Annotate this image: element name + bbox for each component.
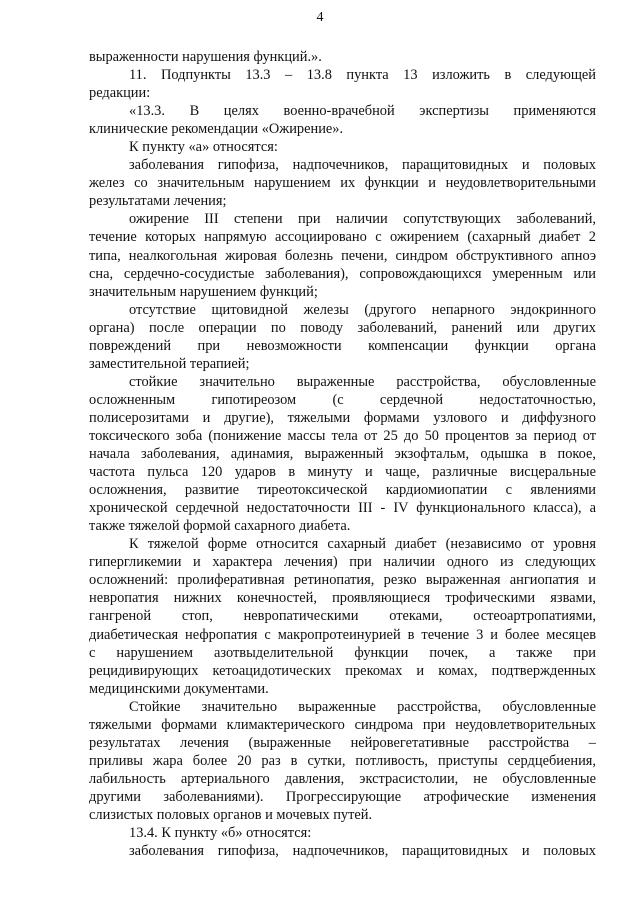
document-body [89,48,596,860]
text-line: Стойкие значительно выраженные расстройства, обусловленные [129,698,596,715]
text-line: 13.4. К пункту «б» относятся: [129,825,312,842]
text-line: гипергликемии и характера лечения) при наличии одного из следующих [89,554,596,571]
text-line: слизистых половых органов и мочевых путей. [89,806,373,823]
text-line: К пункту «а» относятся: [129,139,278,156]
text-line: отсутствие щитовидной железы (другого непарного эндокринного [129,301,596,318]
text-line: заболевания гипофиза, надпочечников, паращитовидных и половых [129,843,596,860]
text-line: течение которых напрямую ассоциировано с ожирением (сахарный диабет 2 [89,229,596,246]
text-line: другими заболеваниями). Прогрессирующие атрофические изменения [89,788,596,805]
text-line: клинические рекомендации «Ожирение». [89,121,344,138]
text-line: тяжелыми формами климактерического синдрома при неудовлетворительных [89,716,596,733]
text-line: хронической сердечной недостаточности III - IV функционального класса), а [89,500,596,517]
text-line: заболевания гипофиза, надпочечников, паращитовидных и половых [129,157,596,174]
text-line: типа, неалкогольная жировая болезнь печени, синдром обструктивного апноэ [89,247,596,264]
text-line: стойкие значительно выраженные расстройства, обусловленные [129,373,596,390]
text-line: осложнения, развитие тиреотоксической кардиомиопатии с явлениями [89,482,596,499]
text-line: желез со значительным нарушением их функции и неудовлетворительными [89,175,596,192]
text-line: начала заболевания, адинамия, выраженный экзофтальм, одышка в покое, [89,446,596,463]
text-line: 11. Подпункты 13.3 – 13.8 пункта 13 изложить в следующей [129,67,596,84]
text-line: осложнений: пролиферативная ретинопатия, резко выраженная ангиопатия и [89,572,596,589]
text-line: гангреной стоп, невропатическими отеками, остеоартропатиями, [89,608,596,625]
text-line: диабетическая нефропатия с макропротеинурией в течение 3 и более месяцев [89,626,596,643]
text-line: «13.3. В целях военно-врачебной экспертизы применяются [129,103,596,120]
text-line: повреждений при невозможности компенсации функции органа [89,337,596,354]
text-line: лабильность артериального давления, экстрасистолии, не обусловленные [89,770,596,787]
text-line: токсического зоба (понижение массы тела от 25 до 50 процентов за период от [89,427,596,444]
text-line: невропатия нижних конечностей, проявляющиеся трофическими язвами, [89,590,596,607]
text-line: результатами лечения; [89,193,227,210]
text-line: приливы жара более 20 раз в сутки, потливость, приступы сердцебиения, [89,752,596,769]
text-line: К тяжелой форме относится сахарный диабет (независимо от уровня [129,536,596,553]
text-line: с нарушением азотвыделительной функции почек, а также при [89,644,596,661]
text-line: редакции: [89,85,151,102]
text-line: результатах лечения (выраженные нейровегетативные расстройства – [89,734,596,751]
text-line: рецидивирующих кетоацидотических прекомах и комах, подтвержденных [89,662,596,679]
text-line: частота пульса 120 ударов в минуту и чаще, различные висцеральные [89,464,596,481]
text-line: также тяжелой формой сахарного диабета. [89,518,351,535]
text-line: органа) после операции по поводу заболеваний, ранений или других [89,319,596,336]
text-line: выраженности нарушения функций.». [89,49,322,65]
page-number: 4 [316,10,324,25]
text-line: значительным нарушением функций; [89,283,318,300]
text-line: осложненным гипотиреозом (с сердечной недостаточностью, [89,391,596,408]
text-line: заместительной терапией; [89,355,250,372]
text-line: медицинскими документами. [89,680,269,697]
text-line: полисерозитами и другие), тяжелыми формами узлового и диффузного [89,409,596,426]
text-line: ожирение III степени при наличии сопутствующих заболеваний, [129,211,596,228]
text-line: сна, сердечно-сосудистые заболевания), сопровождающихся умеренным или [89,265,596,282]
